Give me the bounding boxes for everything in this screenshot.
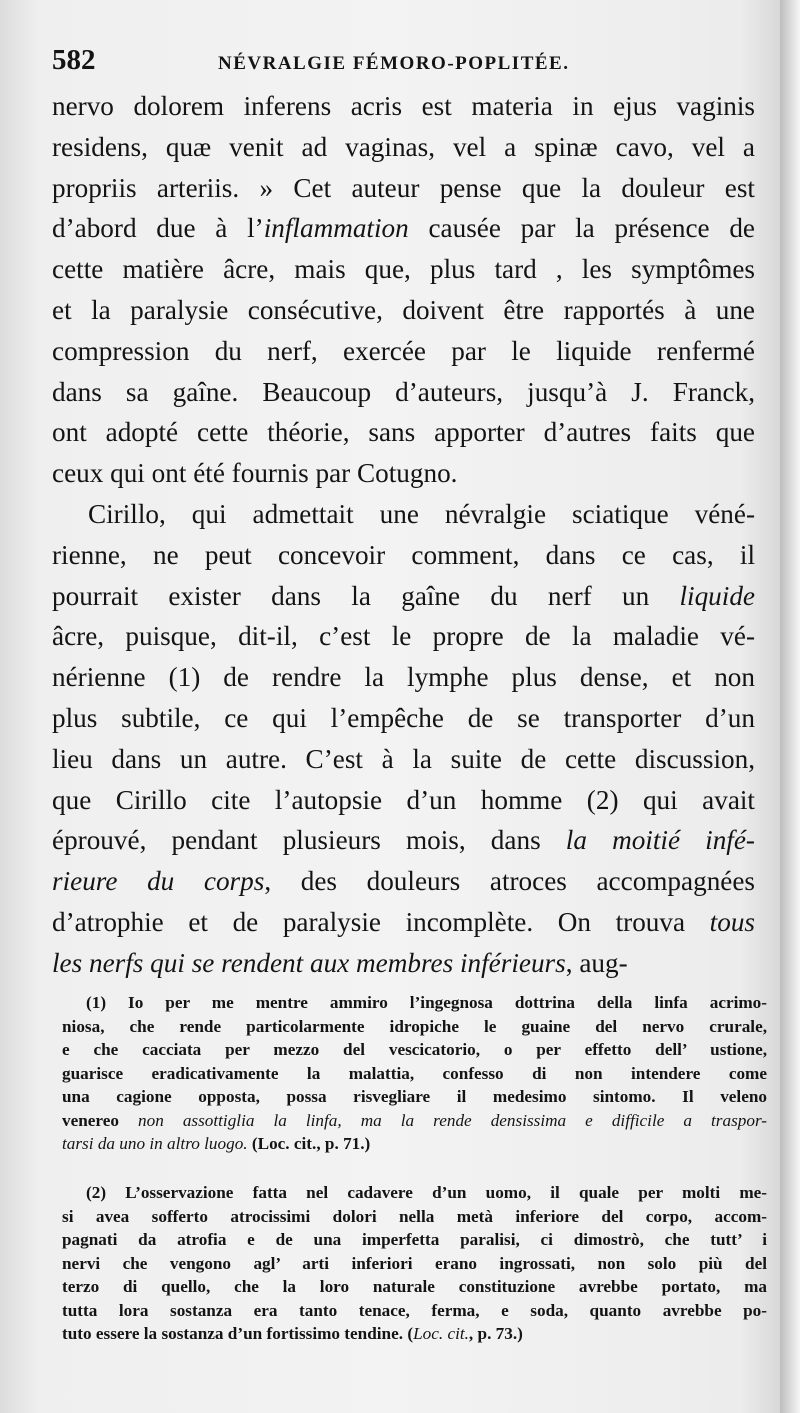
body-line bbox=[52, 739, 755, 780]
text-run: causée par la présence de bbox=[408, 213, 755, 244]
text-run: venereo bbox=[62, 1110, 138, 1130]
text-run: d’abord due à l’ bbox=[52, 213, 264, 244]
footnote-1 bbox=[62, 991, 767, 1156]
text-run: d’atrophie et de paralysie incomplète. On trouva bbox=[52, 906, 710, 937]
footnote-line bbox=[62, 1109, 767, 1133]
body-line bbox=[52, 616, 755, 657]
body-line bbox=[52, 943, 755, 984]
body-line bbox=[52, 208, 755, 249]
body-line bbox=[52, 902, 755, 943]
text-run: âcre, puisque, dit-il, c’est le propre de la maladie vé- bbox=[52, 621, 755, 652]
text-run: cette matière âcre, mais que, plus tard , les symptômes bbox=[52, 254, 755, 285]
footnote-line bbox=[62, 1299, 767, 1323]
text-run: , aug- bbox=[565, 947, 628, 978]
footnote-line bbox=[62, 1205, 767, 1229]
text-run: tutta lora sostanza era tanto tenace, ferma, e soda, quanto avrebbe po- bbox=[62, 1300, 767, 1320]
body-text bbox=[52, 86, 755, 984]
text-run: (1) Io per me mentre ammiro l’ingegnosa dottrina della linfa acrimo- bbox=[86, 993, 767, 1012]
body-line bbox=[52, 412, 755, 453]
text-run: nervi che vengono agl’ arti inferiori erano ingrossati, non solo più del bbox=[62, 1253, 767, 1273]
italic-text: la moitié infé- bbox=[565, 825, 755, 856]
italic-text: tous bbox=[709, 906, 755, 937]
italic-text: les nerfs qui se rendent aux membres inférieurs bbox=[52, 947, 566, 978]
text-run: ont adopté cette théorie, sans apporter d’autres faits que bbox=[52, 417, 755, 448]
text-run: niosa, che rende particolarmente idropiche le guaine del nervo crurale, bbox=[62, 1016, 767, 1036]
footnote-line bbox=[62, 1132, 767, 1156]
text-run: que Cirillo cite l’autopsie d’un homme (2) qui avait bbox=[52, 784, 755, 815]
italic-text: tarsi da uno in altro luogo. bbox=[62, 1134, 248, 1153]
text-run: una cagione opposta, possa risvegliare il medesimo sintomo. Il veleno bbox=[62, 1087, 767, 1106]
text-run: compression du nerf, exercée par le liquide renfermé bbox=[52, 335, 755, 366]
body-line bbox=[52, 453, 755, 494]
text-run: nervo dolorem inferens acris est materia in ejus vaginis bbox=[52, 91, 755, 121]
text-run: rienne, ne peut concevoir comment, dans ce cas, il bbox=[52, 539, 755, 570]
running-title: NÉVRALGIE FÉMORO-POPLITÉE. bbox=[218, 53, 570, 74]
text-run: , p. 73.) bbox=[468, 1324, 523, 1343]
body-line bbox=[52, 780, 755, 821]
text-run: et la paralysie consécutive, doivent être rapportés à une bbox=[52, 294, 755, 325]
running-head bbox=[52, 44, 752, 84]
footnote-line bbox=[62, 1275, 767, 1299]
footnote-line bbox=[62, 1085, 767, 1109]
text-run: lieu dans un autre. C’est à la suite de cette discussion, bbox=[52, 743, 755, 774]
italic-text: liquide bbox=[679, 580, 755, 611]
italic-text: non assottiglia la linfa, ma la rende densissima e difficile a traspor- bbox=[138, 1110, 768, 1130]
footnote-line bbox=[62, 1322, 767, 1346]
italic-text: rieure du corps bbox=[52, 866, 265, 897]
footnote-line bbox=[62, 1062, 767, 1086]
footnote-line bbox=[62, 1228, 767, 1252]
body-line bbox=[52, 861, 755, 902]
text-run: si avea sofferto atrocissimi dolori nella metà inferiore del corpo, accom- bbox=[62, 1206, 767, 1226]
italic-text: Loc. cit. bbox=[413, 1324, 469, 1343]
footnote-line bbox=[62, 1181, 767, 1205]
text-run: residens, quæ venit ad vaginas, vel a spinæ cavo, vel a bbox=[52, 131, 755, 162]
body-line bbox=[52, 168, 755, 209]
footnote-line bbox=[62, 991, 767, 1015]
text-run: terzo di quello, che la loro naturale constituzione avrebbe portato, ma bbox=[62, 1277, 767, 1296]
body-line bbox=[52, 494, 755, 535]
footnote-line bbox=[62, 1038, 767, 1062]
text-run: tuto essere la sostanza d’un fortissimo tendine. ( bbox=[62, 1324, 414, 1343]
text-run: Cirillo, qui admettait une névralgie sciatique véné- bbox=[88, 498, 755, 529]
italic-text: inflammation bbox=[263, 213, 409, 244]
body-line bbox=[52, 535, 755, 576]
body-line bbox=[52, 249, 755, 290]
text-run: (Loc. cit., p. 71.) bbox=[247, 1134, 371, 1153]
text-run: e che cacciata per mezzo del vescicatorio, o per effetto dell’ ustione, bbox=[62, 1040, 767, 1059]
page-edge bbox=[780, 0, 800, 1413]
text-run: dans sa gaîne. Beaucoup d’auteurs, jusqu’à J. Franck, bbox=[52, 376, 755, 407]
body-line bbox=[52, 331, 755, 372]
text-run: plus subtile, ce qui l’empêche de se transporter d’un bbox=[52, 702, 755, 733]
body-line bbox=[52, 657, 755, 698]
text-run: (2) L’osservazione fatta nel cadavere d’un uomo, il quale per molti me- bbox=[86, 1183, 767, 1202]
text-run: éprouvé, pendant plusieurs mois, dans bbox=[52, 825, 566, 856]
text-run: ceux qui ont été fournis par Cotugno. bbox=[52, 458, 458, 489]
text-run: , des douleurs atroces accompagnées bbox=[264, 866, 755, 897]
body-line bbox=[52, 576, 755, 617]
body-line bbox=[52, 86, 755, 127]
body-line bbox=[52, 820, 755, 861]
body-line bbox=[52, 127, 755, 168]
body-line bbox=[52, 698, 755, 739]
page-number: 582 bbox=[52, 44, 96, 76]
body-line bbox=[52, 290, 755, 331]
footnote-2 bbox=[62, 1181, 767, 1346]
text-run: nérienne (1) de rendre la lymphe plus dense, et non bbox=[52, 662, 755, 693]
text-run: pagnati da atrofia e de una imperfetta paralisi, ci dimostrò, che tutt’ i bbox=[62, 1230, 767, 1249]
footnote-line bbox=[62, 1015, 767, 1039]
text-run: guarisce eradicativamente la malattia, confesso di non intendere come bbox=[62, 1063, 767, 1083]
body-line bbox=[52, 372, 755, 413]
text-run: propriis arteriis. » Cet auteur pense que la douleur est bbox=[52, 172, 755, 203]
text-run: pourrait exister dans la gaîne du nerf un bbox=[52, 580, 680, 611]
footnote-line bbox=[62, 1252, 767, 1276]
